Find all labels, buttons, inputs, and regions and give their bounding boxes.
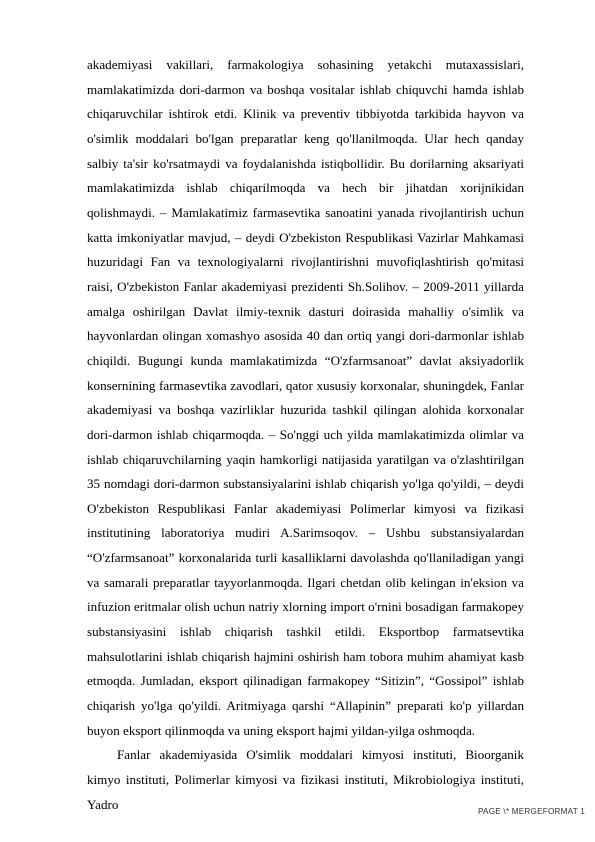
paragraph: Fanlar akademiyasida O'simlik moddalari kimyosi instituti, Bioorganik kimyo instituti, Polimerlar kimyosi va fizikasi instituti, Mikrobiologiya instituti, Yadro	[87, 747, 524, 812]
page-number-field: PAGE \* MERGEFORMAT 1	[477, 807, 585, 816]
document-body	[87, 53, 524, 817]
paragraph: akademiyasi vakillari, farmakologiya sohasining yetakchi mutaxassislari, mamlakatimizda dori-darmon va boshqa vositalar ishlab chiquvchi hamda ishlab chiqaruvchilar ishtirok etdi. Klinik va preventiv tibbiyotda tarkibida hayvon va o'simlik moddalari bo'lgan preparatlar keng qo'llanilmoqda. Ular hech qanday salbiy ta'sir ko'rsatmaydi va foydalanishda istiqbollidir. Bu dorilarning aksariyati mamlakatimizda ishlab chiqarilmoqda va hech bir jihatdan xorijnikidan qolishmaydi. – Mamlakatimiz farmasevtika sanoatini yanada rivojlantirish uchun katta imkoniyatlar mavjud, – deydi O'zbekiston Respublikasi Vazirlar Mahkamasi huzuridagi Fan va texnologiyalarni rivojlantirishni muvofiqlashtirish qo'mitasi raisi, O'zbekiston Fanlar akademiyasi prezidenti Sh.Solihov. – 2009-2011 yillarda amalga oshirilgan Davlat ilmiy-texnik dasturi doirasida mahalliy o'simlik va hayvonlardan olingan xomashyo asosida 40 dan ortiq yangi dori-darmonlar ishlab chiqildi. Bugungi kunda mamlakatimizda “O'zfarmsanoat” davlat aksiyadorlik konsernining farmasevtika zavodlari, qator xususiy korxonalar, shuningdek, Fanlar akademiyasi va boshqa vazirliklar huzurida tashkil qilingan alohida korxonalar dori-darmon ishlab chiqarmoqda. – So'nggi uch yilda mamlakatimizda olimlar va ishlab chiqaruvchilarning yaqin hamkorligi natijasida yaratilgan va o'zlashtirilgan 35 nomdagi dori-darmon substansiyalarini ishlab chiqarish yo'lga qo'yildi, – deydi O'zbekiston Respublikasi Fanlar akademiyasi Polimerlar kimyosi va fizikasi institutining laboratoriya mudiri A.Sarimsoqov. – Ushbu substansiyalardan “O'zfarmsanoat” korxonalarida turli kasalliklarni davolashda qo'llaniladigan yangi va samarali preparatlar tayyorlanmoqda. Ilgari chetdan olib kelingan in'eksion va infuzion eritmalar olish uchun natriy xlorning import o'rnini bosadigan farmakopey substansiyasini ishlab chiqarish tashkil etildi. Eksportbop farmatsevtika mahsulotlarini ishlab chiqarish hajmini oshirish ham tobora muhim ahamiyat kasb etmoqda. Jumladan, eksport qilinadigan farmakopey “Sitizin”, “Gossipol” ishlab chiqarish yo'lga qo'yildi. Aritmiyaga qarshi “Allapinin” preparati ko'p yillardan buyon eksport qilinmoqda va uning eksport hajmi yildan-yilga oshmoqda.	[87, 57, 524, 738]
